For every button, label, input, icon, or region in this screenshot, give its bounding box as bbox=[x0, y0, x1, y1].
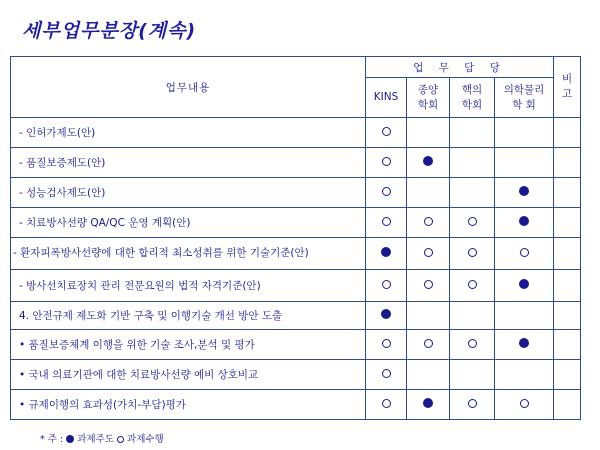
filled-circle-icon bbox=[423, 398, 433, 408]
task-cell: • 국내 의료기관에 대한 치료방사선량 예비 상호비교 bbox=[11, 360, 366, 390]
mark-cell-kins bbox=[366, 270, 407, 302]
remarks-column-header bbox=[554, 57, 581, 118]
mark-cell-medical-physics bbox=[495, 178, 554, 208]
mark-cell-medical-physics bbox=[495, 270, 554, 302]
mark-cell-oncology bbox=[407, 208, 450, 238]
mark-cell-medical-physics bbox=[495, 330, 554, 360]
open-circle-icon bbox=[382, 217, 391, 226]
legend-open-label: 과제수행 bbox=[127, 434, 164, 445]
task-cell: - 성능검사제도(안) bbox=[11, 178, 366, 208]
filled-circle-icon bbox=[519, 279, 529, 289]
table-row bbox=[11, 148, 581, 178]
filled-circle-icon bbox=[519, 216, 529, 226]
open-circle-icon bbox=[382, 157, 391, 166]
open-circle-icon bbox=[382, 280, 391, 289]
mark-cell-kins bbox=[366, 302, 407, 330]
col-header-kins bbox=[366, 78, 407, 118]
mark-cell-nuclear-medicine bbox=[450, 178, 495, 208]
page-title: 세부업무분장(계속) bbox=[22, 20, 197, 42]
mark-cell-nuclear-medicine bbox=[450, 302, 495, 330]
mark-cell-kins bbox=[366, 360, 407, 390]
table-row bbox=[11, 302, 581, 330]
mark-cell-medical-physics bbox=[495, 148, 554, 178]
mark-cell-nuclear-medicine bbox=[450, 118, 495, 148]
task-cell: - 치료방사선량 QA/QC 운영 계획(안) bbox=[11, 208, 366, 238]
open-circle-icon bbox=[468, 399, 477, 408]
filled-circle-icon bbox=[381, 247, 391, 257]
task-assignment-table bbox=[10, 56, 581, 420]
task-cell: 4. 안전규제 제도화 기반 구축 및 이행기술 개선 방안 도출 bbox=[11, 302, 366, 330]
col-header-medical-physics bbox=[495, 78, 554, 118]
legend-filled-label: 과제주도 bbox=[77, 434, 114, 445]
open-circle-icon bbox=[468, 339, 477, 348]
table-row bbox=[11, 208, 581, 238]
legend-note bbox=[40, 431, 164, 445]
open-circle-icon bbox=[424, 339, 433, 348]
mark-cell-medical-physics bbox=[495, 238, 554, 270]
task-cell: • 규제이행의 효과성(가치-부담)평가 bbox=[11, 390, 366, 420]
task-cell: - 품질보증제도(안) bbox=[11, 148, 366, 178]
mark-cell-medical-physics bbox=[495, 390, 554, 420]
mark-cell-kins bbox=[366, 238, 407, 270]
filled-circle-icon bbox=[519, 186, 529, 196]
open-circle-icon bbox=[468, 217, 477, 226]
remarks-cell bbox=[554, 390, 581, 420]
mark-cell-oncology bbox=[407, 148, 450, 178]
task-cell: - 인허가제도(안) bbox=[11, 118, 366, 148]
task-cell: - 환자피폭방사선량에 대한 합리적 최소성취를 위한 기술기준(안) bbox=[11, 238, 366, 270]
header-row-top bbox=[11, 57, 581, 78]
mark-cell-oncology bbox=[407, 238, 450, 270]
legend-prefix: * 주 : bbox=[40, 434, 64, 445]
mark-cell-kins bbox=[366, 330, 407, 360]
col-label-oncology: 종양 학회 bbox=[417, 83, 439, 111]
mark-cell-oncology bbox=[407, 270, 450, 302]
table-row bbox=[11, 360, 581, 390]
mark-cell-oncology bbox=[407, 330, 450, 360]
remarks-cell bbox=[554, 178, 581, 208]
open-circle-icon bbox=[382, 369, 391, 378]
table-row bbox=[11, 330, 581, 360]
mark-cell-nuclear-medicine bbox=[450, 148, 495, 178]
col-label-nuclear-medicine: 핵의 학회 bbox=[461, 83, 483, 111]
open-circle-icon bbox=[520, 399, 529, 408]
remarks-cell bbox=[554, 118, 581, 148]
remarks-cell bbox=[554, 330, 581, 360]
mark-cell-medical-physics bbox=[495, 302, 554, 330]
mark-cell-oncology bbox=[407, 178, 450, 208]
open-circle-icon bbox=[382, 339, 391, 348]
open-circle-icon bbox=[468, 248, 477, 257]
remarks-label: 비 고 bbox=[561, 73, 573, 100]
remarks-cell bbox=[554, 302, 581, 330]
mark-cell-nuclear-medicine bbox=[450, 390, 495, 420]
mark-cell-kins bbox=[366, 390, 407, 420]
remarks-cell bbox=[554, 238, 581, 270]
col-header-nuclear-medicine bbox=[450, 78, 495, 118]
open-circle-icon bbox=[520, 248, 529, 257]
open-circle-icon bbox=[382, 399, 391, 408]
task-column-header: 업무내용 bbox=[11, 57, 366, 118]
mark-cell-nuclear-medicine bbox=[450, 208, 495, 238]
responsibility-group-header: 업 무 담 당 bbox=[366, 57, 554, 78]
task-cell: • 품질보증체계 이행을 위한 기술 조사,분석 및 평가 bbox=[11, 330, 366, 360]
open-circle-icon bbox=[424, 280, 433, 289]
open-circle-icon bbox=[382, 187, 391, 196]
mark-cell-nuclear-medicine bbox=[450, 270, 495, 302]
table-row bbox=[11, 238, 581, 270]
table-row bbox=[11, 390, 581, 420]
table-row bbox=[11, 270, 581, 302]
mark-cell-nuclear-medicine bbox=[450, 238, 495, 270]
filled-circle-icon bbox=[519, 338, 529, 348]
table-row bbox=[11, 178, 581, 208]
col-label-medical-physics: 의학물리 학 회 bbox=[503, 83, 545, 111]
open-circle-icon bbox=[424, 248, 433, 257]
mark-cell-medical-physics bbox=[495, 208, 554, 238]
remarks-cell bbox=[554, 208, 581, 238]
open-circle-icon bbox=[468, 280, 477, 289]
mark-cell-kins bbox=[366, 178, 407, 208]
filled-circle-icon bbox=[423, 156, 433, 166]
remarks-cell bbox=[554, 360, 581, 390]
mark-cell-oncology bbox=[407, 390, 450, 420]
mark-cell-oncology bbox=[407, 118, 450, 148]
mark-cell-nuclear-medicine bbox=[450, 330, 495, 360]
table-row bbox=[11, 118, 581, 148]
mark-cell-kins bbox=[366, 118, 407, 148]
mark-cell-kins bbox=[366, 148, 407, 178]
mark-cell-medical-physics bbox=[495, 360, 554, 390]
remarks-cell bbox=[554, 148, 581, 178]
mark-cell-oncology bbox=[407, 360, 450, 390]
mark-cell-medical-physics bbox=[495, 118, 554, 148]
mark-cell-nuclear-medicine bbox=[450, 360, 495, 390]
col-label-kins: KINS bbox=[373, 91, 399, 103]
mark-cell-oncology bbox=[407, 302, 450, 330]
open-circle-icon bbox=[424, 217, 433, 226]
col-header-oncology bbox=[407, 78, 450, 118]
mark-cell-kins bbox=[366, 208, 407, 238]
legend-open-circle-icon bbox=[117, 436, 124, 443]
legend-filled-circle-icon bbox=[66, 435, 74, 443]
remarks-cell bbox=[554, 270, 581, 302]
task-cell: - 방사선치료장치 관리 전문요원의 법적 자격기준(안) bbox=[11, 270, 366, 302]
open-circle-icon bbox=[382, 127, 391, 136]
filled-circle-icon bbox=[381, 309, 391, 319]
